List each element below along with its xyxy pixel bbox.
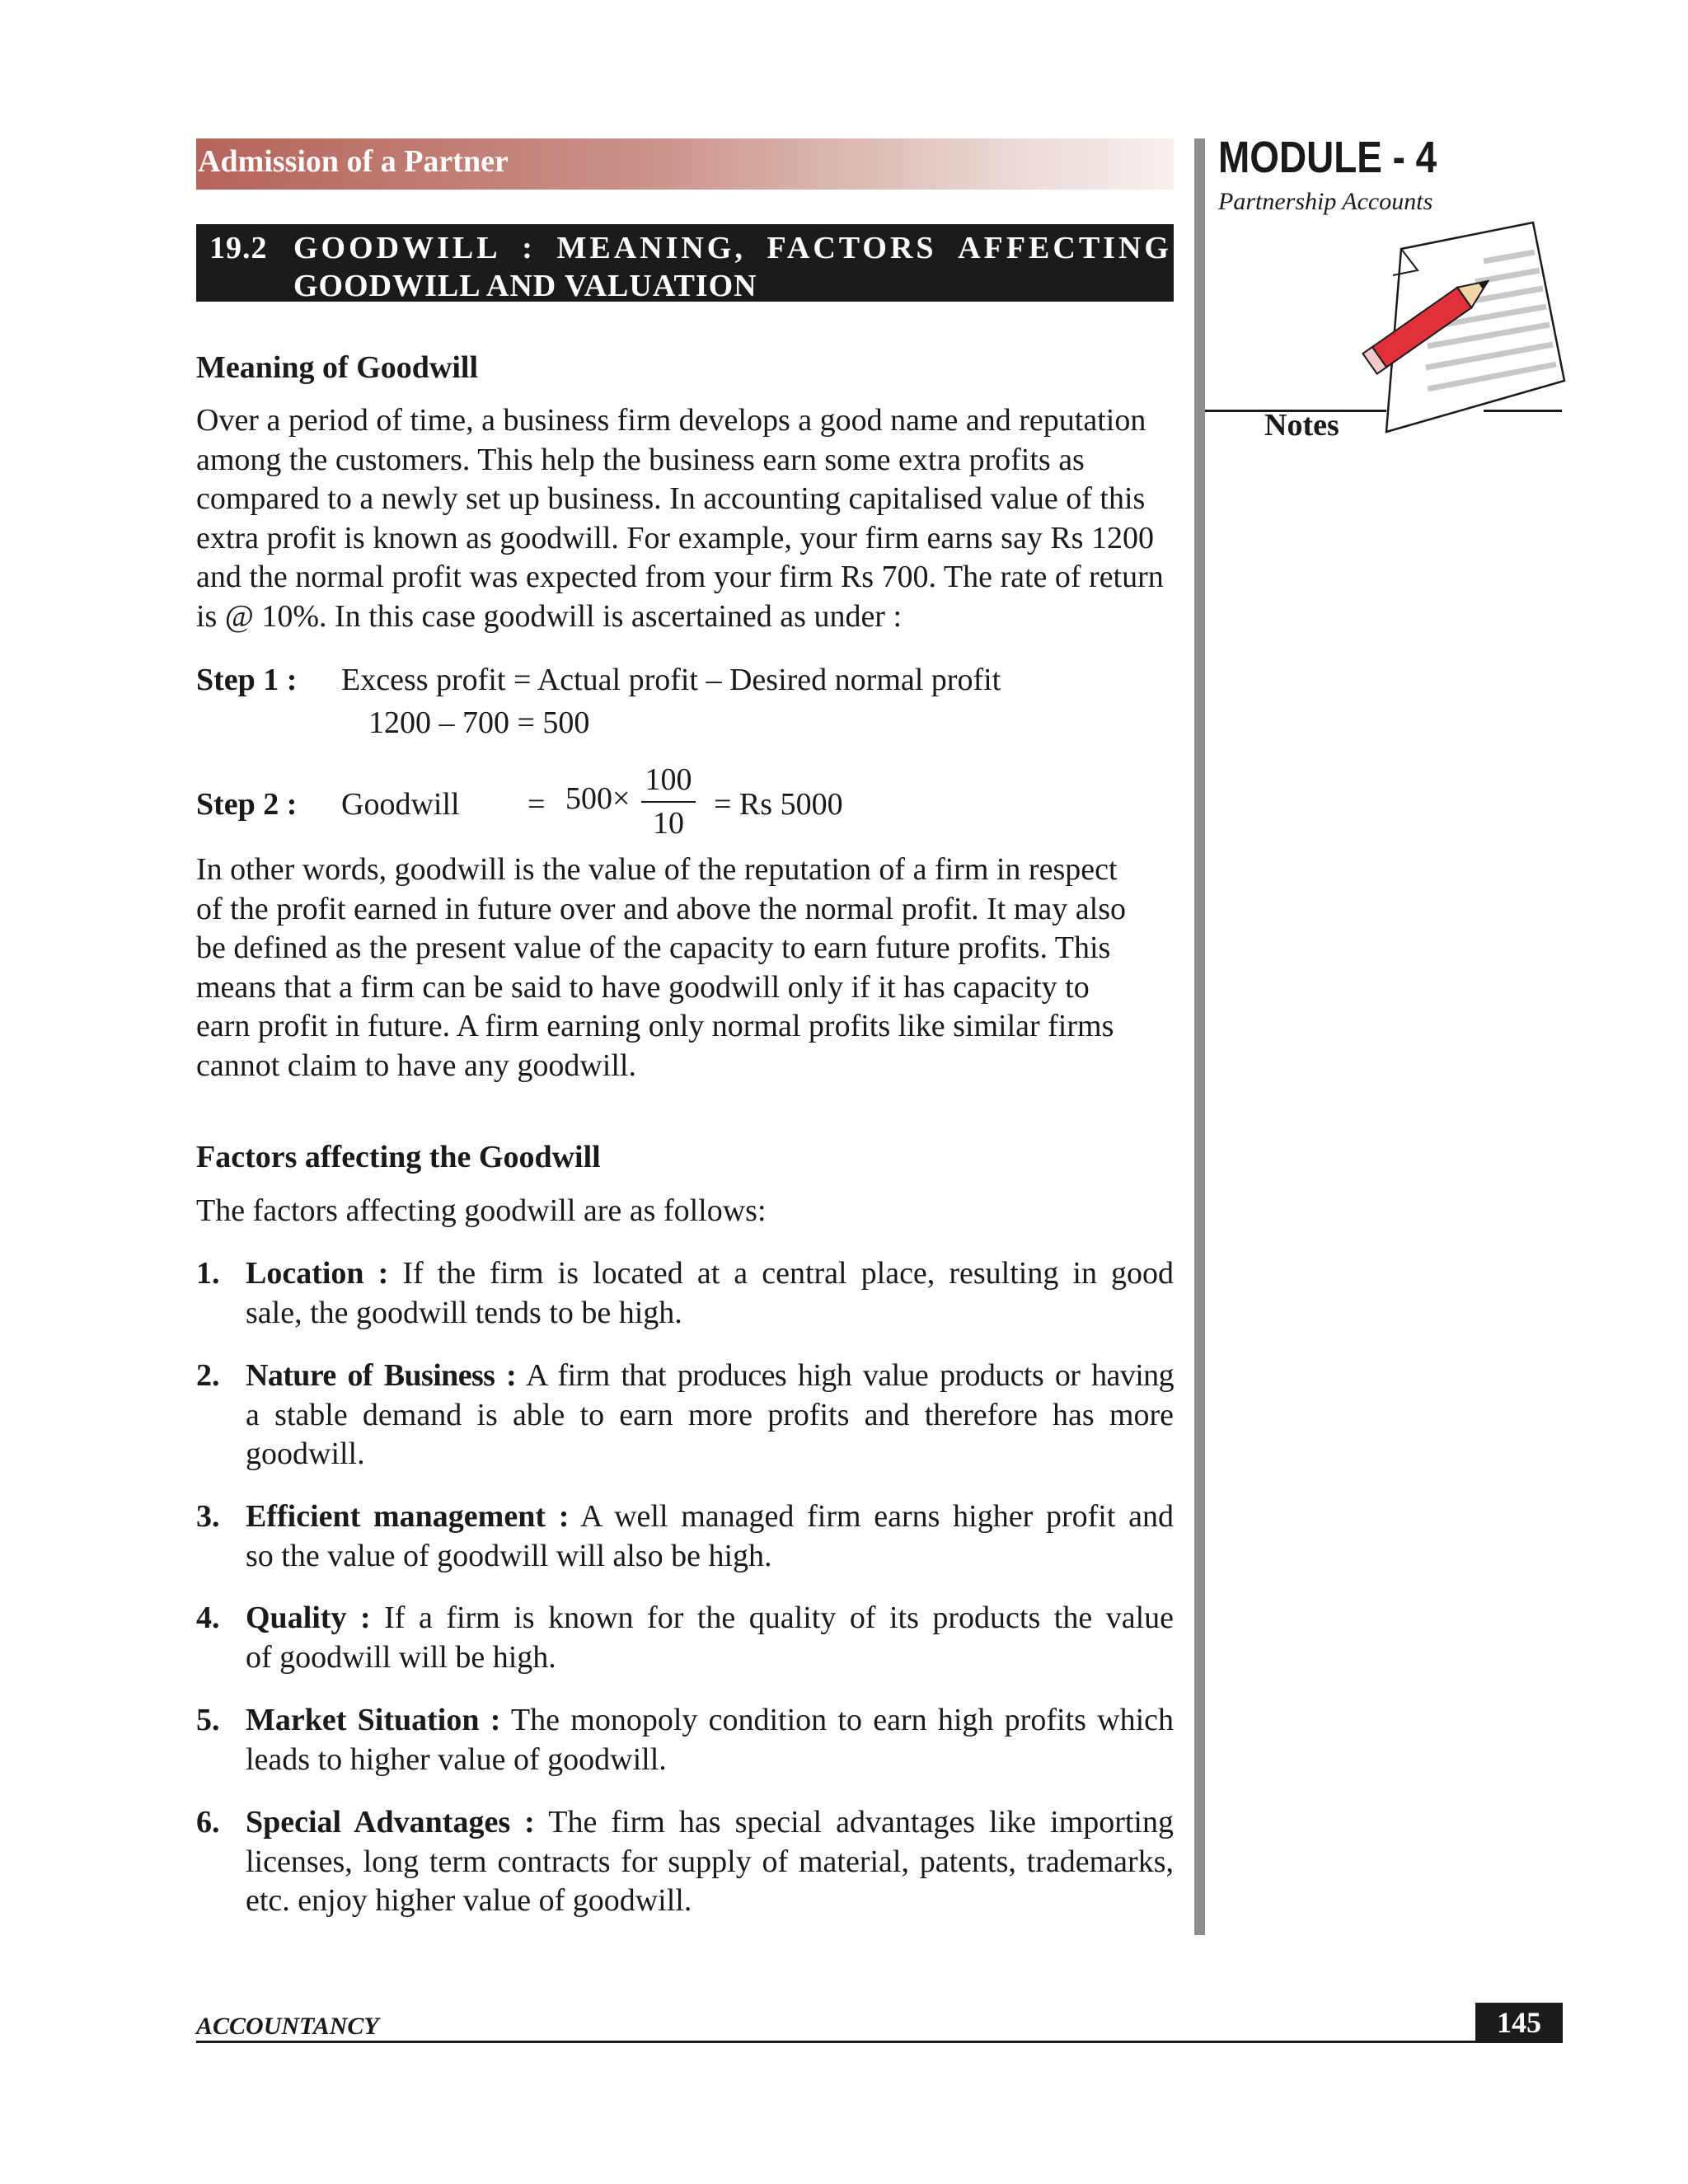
factor-number: 3. [196, 1499, 220, 1534]
text-line: compared to a newly set up business. In accounting capitalised value of this [196, 481, 1146, 516]
section-title-word: AFFECTING [958, 231, 1172, 265]
text-line: The firm has special advantages like importing [534, 1805, 1174, 1840]
footer-rule [196, 2041, 1563, 2043]
step1-text: Excess profit = Actual profit – Desired normal profit [341, 663, 1001, 697]
step2-text: Goodwill [341, 787, 460, 822]
factors-heading: Factors affecting the Goodwill [196, 1140, 601, 1174]
factor-text [246, 1701, 1174, 1779]
factor-title: Special Advantages : [246, 1805, 535, 1840]
page-number: 145 [1475, 2003, 1563, 2042]
text-line: of goodwill will be high. [246, 1639, 556, 1675]
text-line: is @ 10%. In this case goodwill is ascertained as under : [196, 598, 903, 634]
chapter-header-bar [196, 138, 1174, 190]
fraction-numerator: 100 [645, 762, 692, 797]
factor-title: Location : [246, 1256, 389, 1291]
module-subtitle: Partnership Accounts [1218, 188, 1433, 215]
factor-title: Market Situation : [246, 1703, 501, 1737]
text-line: earn profit in future. A firm earning only normal profits like similar firms [196, 1009, 1114, 1043]
text-line: A firm that produces high value products or having [516, 1358, 1174, 1393]
text-line: If a firm is known for the quality of its products the value [370, 1601, 1174, 1635]
notes-label: Notes [1264, 408, 1339, 443]
section-title-line1 [293, 229, 1172, 267]
text-line: etc. enjoy higher value of goodwill. [246, 1883, 692, 1918]
factor-item-nature-of-business [196, 1357, 1174, 1474]
text-line: The monopoly condition to earn high profits which [500, 1703, 1174, 1737]
notes-rule-right [1484, 410, 1562, 412]
text-line: so the value of goodwill will also be high. [246, 1538, 772, 1573]
text-line: licenses, long term contracts for supply of material, patents, trademarks, [246, 1844, 1174, 1879]
step1-label: Step 1 : [196, 663, 298, 697]
factor-title: Efficient management : [246, 1499, 570, 1534]
fraction-bar [641, 801, 696, 803]
text-line: be defined as the present value of the capacity to earn future profits. This [196, 930, 1111, 965]
margin-divider [1194, 138, 1205, 1935]
section-title-word: FACTORS [767, 231, 937, 265]
text-line: In other words, goodwill is the value of the reputation of a firm in respect [196, 852, 1118, 887]
notepad-pencil-icon [1352, 216, 1566, 447]
text-line: means that a firm can be said to have goodwill only if it has capacity to [196, 969, 1090, 1005]
section-title-box [196, 224, 1174, 302]
section-title-word: : [522, 231, 536, 265]
factor-item-quality [196, 1599, 1174, 1677]
section-title-word: GOODWILL [293, 231, 501, 265]
text-line: A well managed firm earns higher profit and [569, 1499, 1174, 1534]
step2-result: = Rs 5000 [714, 787, 843, 822]
fraction-denominator: 10 [653, 806, 684, 841]
text-line: and the normal profit was expected from your firm Rs 700. The rate of return [196, 560, 1164, 594]
factor-number: 4. [196, 1601, 220, 1635]
text-line: extra profit is known as goodwill. For example, your firm earns say Rs 1200 [196, 520, 1154, 555]
meaning-paragraph [196, 401, 1174, 636]
section-title-word: MEANING, [556, 231, 746, 265]
module-label: MODULE - 4 [1218, 133, 1437, 182]
section-title-line2: GOODWILL AND VALUATION [293, 269, 757, 303]
footer-subject: ACCOUNTANCY [196, 2013, 379, 2040]
factor-number: 1. [196, 1256, 220, 1291]
chapter-title: Admission of a Partner [198, 144, 509, 179]
factor-title: Nature of Business : [246, 1358, 517, 1393]
text-line: of the profit earned in future over and above the normal profit. It may also [196, 891, 1126, 926]
meaning-heading: Meaning of Goodwill [196, 350, 479, 385]
factor-item-efficient-management [196, 1497, 1174, 1576]
text-line: Over a period of time, a business firm develops a good name and reputation [196, 403, 1146, 438]
other-words-paragraph [196, 851, 1174, 1085]
factor-item-market-situation [196, 1701, 1174, 1779]
step1-calculation: 1200 – 700 = 500 [368, 705, 590, 740]
factor-text [246, 1599, 1174, 1677]
factor-number: 5. [196, 1703, 220, 1737]
factor-text [246, 1803, 1174, 1921]
step2-multiplier: 500× [565, 781, 631, 816]
factors-intro: The factors affecting goodwill are as follows: [196, 1193, 767, 1228]
text-line: cannot claim to have any goodwill. [196, 1047, 636, 1083]
step2-equals: = [528, 787, 546, 822]
text-line: leads to higher value of goodwill. [246, 1741, 667, 1777]
text-line: among the customers. This help the business earn some extra profits as [196, 442, 1085, 477]
text-line: goodwill. [246, 1436, 365, 1471]
factor-item-special-advantages [196, 1803, 1174, 1921]
text-line: If the firm is located at a central place, resulting in good [388, 1256, 1174, 1291]
factor-item-location [196, 1254, 1174, 1333]
text-line: a stable demand is able to earn more profits and therefore has more [246, 1397, 1174, 1432]
section-number: 19.2 [209, 231, 268, 265]
factor-number: 6. [196, 1805, 220, 1840]
factor-text [246, 1497, 1174, 1576]
step2-label: Step 2 : [196, 787, 298, 822]
factor-text [246, 1254, 1174, 1333]
factor-text [246, 1357, 1174, 1474]
factor-number: 2. [196, 1358, 220, 1393]
text-line: sale, the goodwill tends to be high. [246, 1295, 682, 1330]
factor-title: Quality : [246, 1601, 371, 1635]
